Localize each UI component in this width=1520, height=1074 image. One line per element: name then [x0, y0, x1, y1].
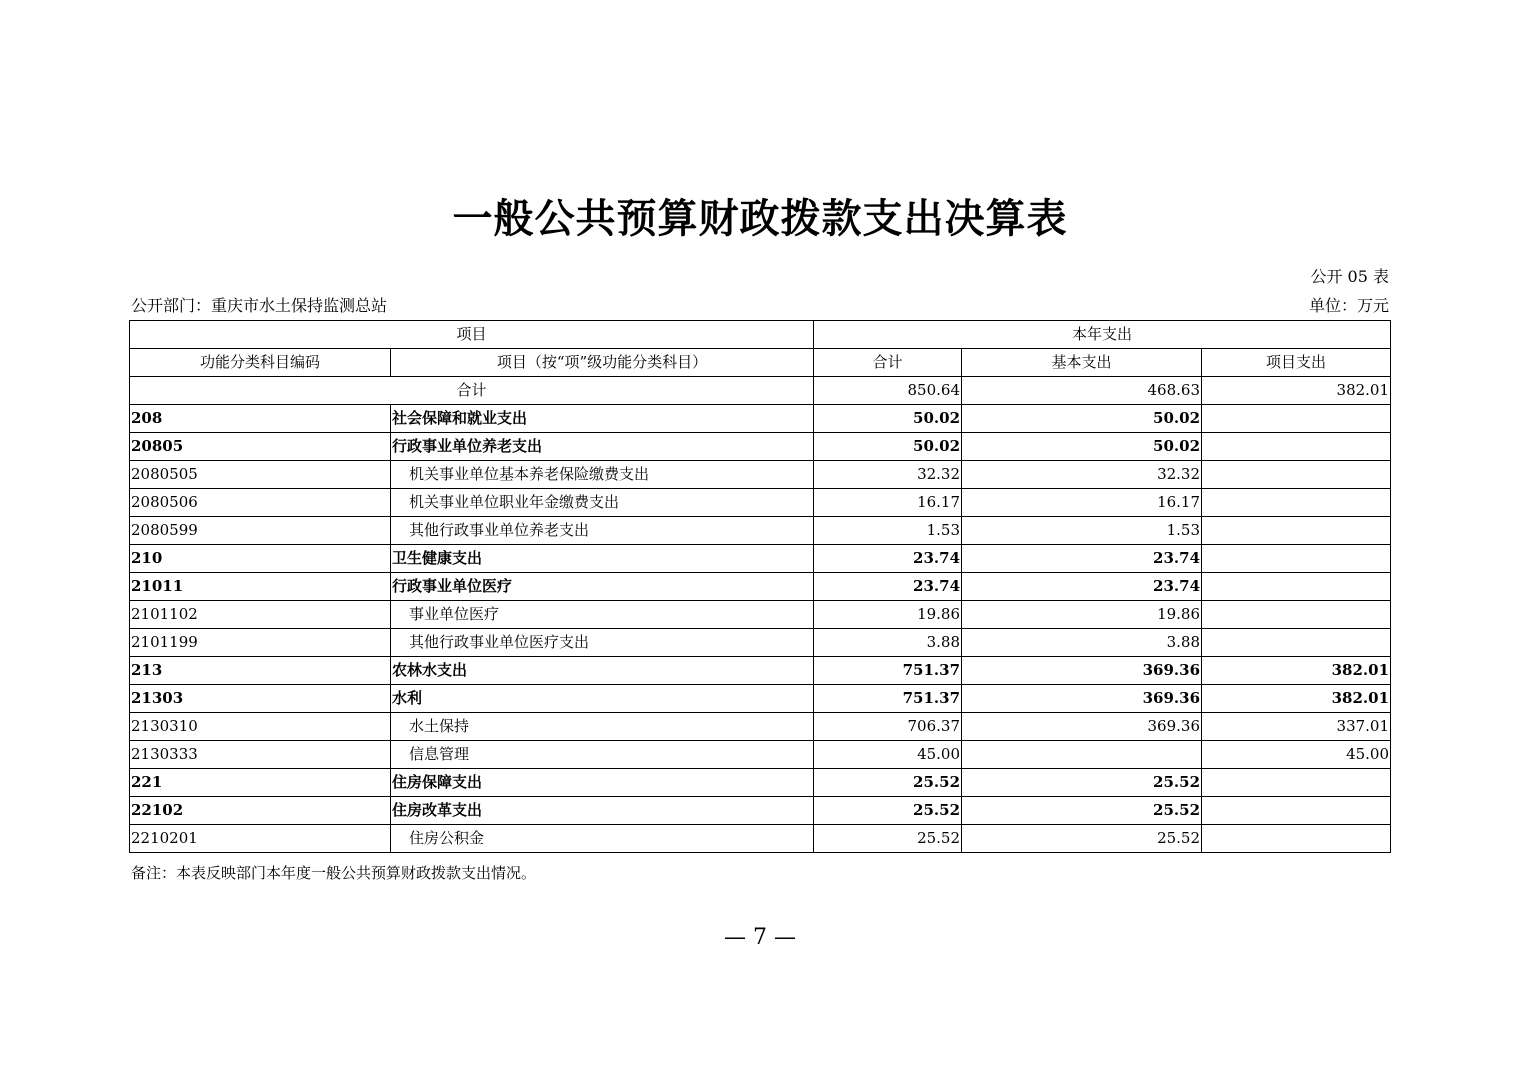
table-row: [130, 405, 1391, 433]
row-name: 卫生健康支出: [391, 545, 814, 573]
row-total: 16.17: [814, 489, 962, 517]
unit-label: 单位：万元: [1308, 296, 1389, 315]
row-total: 706.37: [814, 713, 962, 741]
page-title: 一般公共预算财政拨款支出决算表: [452, 195, 1068, 242]
row-basic: 25.52: [962, 769, 1202, 797]
row-name: 机关事业单位基本养老保险缴费支出: [391, 461, 814, 489]
column-header-name: 项目（按“项”级功能分类科目）: [391, 349, 814, 377]
row-total: 19.86: [814, 601, 962, 629]
row-name: 机关事业单位职业年金缴费支出: [391, 489, 814, 517]
row-basic: 32.32: [962, 461, 1202, 489]
row-code: 208: [130, 405, 391, 433]
table-row: [130, 713, 1391, 741]
table-row: [130, 517, 1391, 545]
table-row: [130, 573, 1391, 601]
row-project: [1202, 573, 1391, 601]
row-name: 行政事业单位医疗: [391, 573, 814, 601]
budget-table: [129, 320, 1391, 853]
row-total: 23.74: [814, 545, 962, 573]
form-number: 公开 05 表: [1310, 267, 1389, 286]
row-name: 住房保障支出: [391, 769, 814, 797]
table-row: [130, 545, 1391, 573]
total-row: [130, 377, 1391, 405]
row-code: 20805: [130, 433, 391, 461]
row-project: [1202, 797, 1391, 825]
row-basic: 3.88: [962, 629, 1202, 657]
row-project: [1202, 601, 1391, 629]
row-name: 事业单位医疗: [391, 601, 814, 629]
page-number: — 7 —: [724, 925, 796, 950]
row-basic: 19.86: [962, 601, 1202, 629]
row-basic: 369.36: [962, 657, 1202, 685]
row-total: 751.37: [814, 685, 962, 713]
table-row: [130, 601, 1391, 629]
row-name: 信息管理: [391, 741, 814, 769]
row-total: 25.52: [814, 769, 962, 797]
row-basic: 50.02: [962, 405, 1202, 433]
row-total: 25.52: [814, 825, 962, 853]
column-header-total: 合计: [814, 349, 962, 377]
row-total: 3.88: [814, 629, 962, 657]
table-row: [130, 657, 1391, 685]
row-total: 50.02: [814, 405, 962, 433]
row-total: 32.32: [814, 461, 962, 489]
row-name: 水土保持: [391, 713, 814, 741]
row-name: 水利: [391, 685, 814, 713]
row-code: 2080599: [130, 517, 391, 545]
department-label: 公开部门：重庆市水土保持监测总站: [131, 296, 388, 315]
total-row-project: 382.01: [1202, 377, 1391, 405]
row-code: 21303: [130, 685, 391, 713]
row-basic: 369.36: [962, 685, 1202, 713]
row-basic: 23.74: [962, 573, 1202, 601]
row-code: 2101199: [130, 629, 391, 657]
row-total: 1.53: [814, 517, 962, 545]
row-project: [1202, 405, 1391, 433]
table-row: [130, 769, 1391, 797]
table-row: [130, 825, 1391, 853]
row-project: [1202, 825, 1391, 853]
table-row: [130, 433, 1391, 461]
row-basic: 23.74: [962, 545, 1202, 573]
row-name: 其他行政事业单位医疗支出: [391, 629, 814, 657]
table-row: [130, 797, 1391, 825]
row-project: [1202, 769, 1391, 797]
row-name: 社会保障和就业支出: [391, 405, 814, 433]
header-group-expenditure: 本年支出: [814, 321, 1391, 349]
row-project: [1202, 545, 1391, 573]
row-project: [1202, 461, 1391, 489]
table-row: [130, 629, 1391, 657]
row-code: 2101102: [130, 601, 391, 629]
row-code: 2130333: [130, 741, 391, 769]
header-group-row: [130, 321, 1391, 349]
table-row: [130, 461, 1391, 489]
row-code: 2130310: [130, 713, 391, 741]
row-basic: 1.53: [962, 517, 1202, 545]
row-name: 行政事业单位养老支出: [391, 433, 814, 461]
row-project: 382.01: [1202, 657, 1391, 685]
table-note: 备注：本表反映部门本年度一般公共预算财政拨款支出情况。: [131, 864, 537, 882]
row-project: 45.00: [1202, 741, 1391, 769]
row-total: 50.02: [814, 433, 962, 461]
row-project: [1202, 629, 1391, 657]
row-project: 382.01: [1202, 685, 1391, 713]
table-row: [130, 489, 1391, 517]
row-basic: 25.52: [962, 825, 1202, 853]
total-row-label: 合计: [130, 377, 814, 405]
row-project: [1202, 489, 1391, 517]
row-project: [1202, 517, 1391, 545]
row-basic: 369.36: [962, 713, 1202, 741]
row-basic: 16.17: [962, 489, 1202, 517]
header-column-row: [130, 349, 1391, 377]
row-name: 住房改革支出: [391, 797, 814, 825]
row-code: 210: [130, 545, 391, 573]
total-row-basic: 468.63: [962, 377, 1202, 405]
column-header-code: 功能分类科目编码: [130, 349, 391, 377]
row-project: 337.01: [1202, 713, 1391, 741]
row-project: [1202, 433, 1391, 461]
row-code: 2210201: [130, 825, 391, 853]
row-basic: 25.52: [962, 797, 1202, 825]
row-total: 751.37: [814, 657, 962, 685]
row-code: 213: [130, 657, 391, 685]
row-code: 2080506: [130, 489, 391, 517]
row-code: 21011: [130, 573, 391, 601]
table-row: [130, 741, 1391, 769]
row-code: 221: [130, 769, 391, 797]
row-total: 25.52: [814, 797, 962, 825]
row-code: 22102: [130, 797, 391, 825]
row-total: 23.74: [814, 573, 962, 601]
column-header-project: 项目支出: [1202, 349, 1391, 377]
table-row: [130, 685, 1391, 713]
row-name: 住房公积金: [391, 825, 814, 853]
row-name: 农林水支出: [391, 657, 814, 685]
total-row-total: 850.64: [814, 377, 962, 405]
table-body: [130, 377, 1391, 853]
row-total: 45.00: [814, 741, 962, 769]
column-header-basic: 基本支出: [962, 349, 1202, 377]
row-basic: [962, 741, 1202, 769]
header-group-project: 项目: [130, 321, 814, 349]
row-name: 其他行政事业单位养老支出: [391, 517, 814, 545]
row-code: 2080505: [130, 461, 391, 489]
row-basic: 50.02: [962, 433, 1202, 461]
